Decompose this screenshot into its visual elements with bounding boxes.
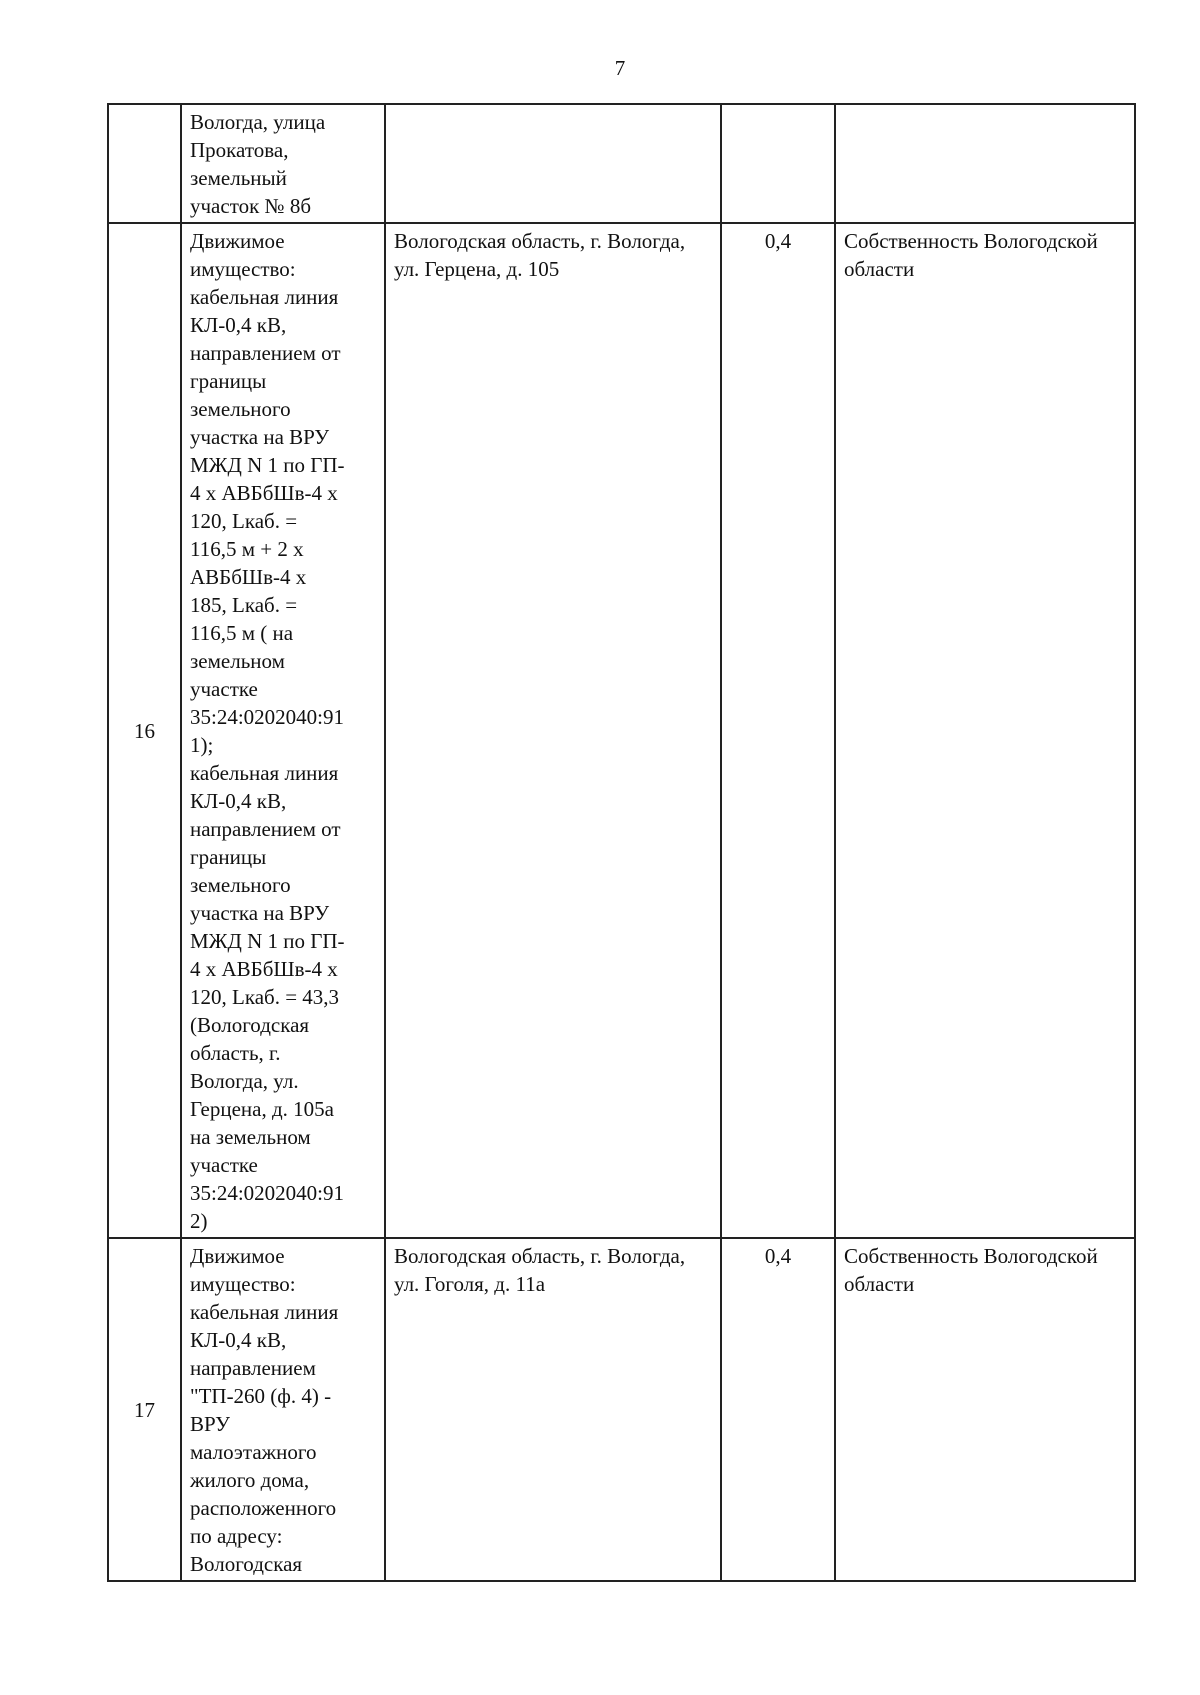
voltage-cell: 0,4 bbox=[721, 223, 835, 1238]
ownership-cell: Собственность Вологодской области bbox=[835, 1238, 1135, 1581]
address-cell: Вологодская область, г. Вологда, ул. Гоголя, д. 11а bbox=[385, 1238, 721, 1581]
table-row-17 bbox=[108, 1238, 1135, 1581]
table-row-16 bbox=[108, 223, 1135, 1238]
voltage-cell: 0,4 bbox=[721, 1238, 835, 1581]
description-cell: Движимое имущество: кабельная линия КЛ-0,4 кВ, направлением от границы земельного участка на ВРУ МЖД N 1 по ГП- 4 х АВБбШв-4 х 120, Lкаб. = 116,5 м + 2 х АВБбШв-4 х 185, Lкаб. = 116,5 м ( на земельном участке 35:24:0202040:91 1); кабельная линия КЛ-0,4 кВ, направлением от границы земельного участка на ВРУ МЖД N 1 по ГП- 4 х АВБбШв-4 х 120, Lкаб. = 43,3 (Вологодская область, г. Вологда, ул. Герцена, д. 105а на земельном участке 35:24:0202040:91 2) bbox=[181, 223, 385, 1238]
row-number-cell bbox=[108, 104, 181, 223]
address-cell bbox=[385, 104, 721, 223]
page-number: 7 bbox=[614, 56, 626, 80]
voltage-cell bbox=[721, 104, 835, 223]
description-cell: Вологда, улица Прокатова, земельный участок № 8б bbox=[181, 104, 385, 223]
row-number-cell: 16 bbox=[108, 223, 181, 1238]
address-cell: Вологодская область, г. Вологда, ул. Герцена, д. 105 bbox=[385, 223, 721, 1238]
ownership-cell bbox=[835, 104, 1135, 223]
table-row-continuation bbox=[108, 104, 1135, 223]
ownership-cell: Собственность Вологодской области bbox=[835, 223, 1135, 1238]
row-number-cell: 17 bbox=[108, 1238, 181, 1581]
property-table bbox=[107, 103, 1136, 1582]
description-cell: Движимое имущество: кабельная линия КЛ-0,4 кВ, направлением "ТП-260 (ф. 4) - ВРУ малоэтажного жилого дома, расположенного по адресу: Вологодская bbox=[181, 1238, 385, 1581]
